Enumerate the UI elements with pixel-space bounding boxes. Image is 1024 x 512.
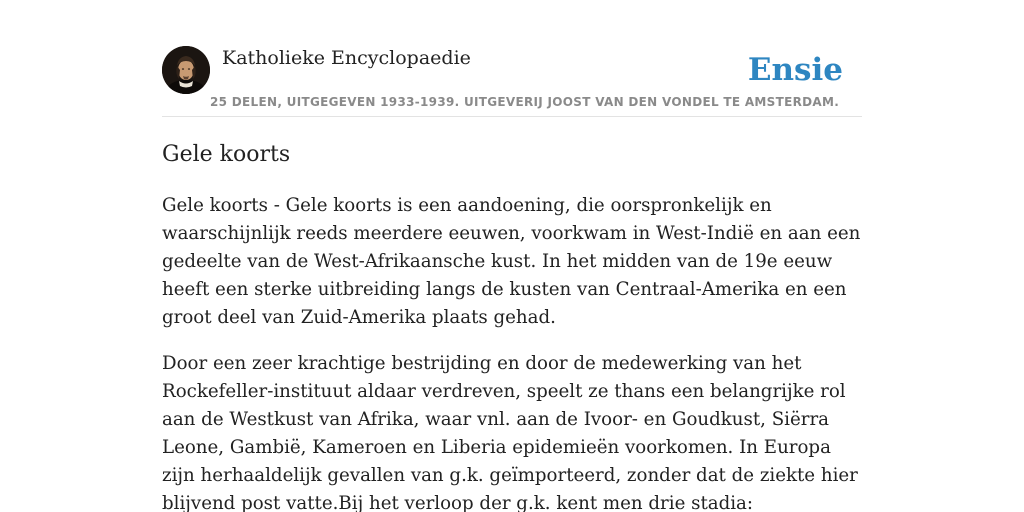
portrait-image (162, 46, 210, 94)
ensie-logo[interactable]: Ensie (747, 52, 843, 88)
article-paragraph: Door een zeer krachtige bestrijding en door de medewerking van het Rockefeller-instituut aldaar verdreven, speelt ze thans een belangrijke rol aan de Westkust van Afrika, waar vnl. aan de Ivoor- en Goudkust, Siërra Leone, Gambië, Kameroen en Liberia epidemieën voorkomen. In Europa zijn herhaaldelijk gevallen van g.k. geïmporteerd, zonder dat de ziekte hier blijvend post vatte.Bij het verloop der g.k. kent men drie stadia: (162, 353, 858, 512)
book-subtitle: 25 DELEN, UITGEGEVEN 1933-1939. UITGEVERIJ JOOST VAN DEN VONDEL TE AMSTERDAM. (210, 95, 840, 109)
article-paragraph: Gele koorts - Gele koorts is een aandoening, die oorspronkelijk en waarschijnlijk reeds meerdere eeuwen, voorkwam in West-Indië en aan een gedeelte van de West-Afrikaansche kust. In het midden van de 19e eeuw heeft een sterke uitbreiding langs de kusten van Centraal-Amerika en een groot deel van Zuid-Amerika plaats gehad. (162, 195, 861, 328)
book-title-link[interactable]: Katholieke Encyclopaedie (222, 47, 471, 69)
book-avatar[interactable] (162, 46, 210, 94)
article-body (162, 192, 868, 512)
article-title: Gele koorts (162, 142, 291, 167)
book-header (162, 46, 862, 117)
